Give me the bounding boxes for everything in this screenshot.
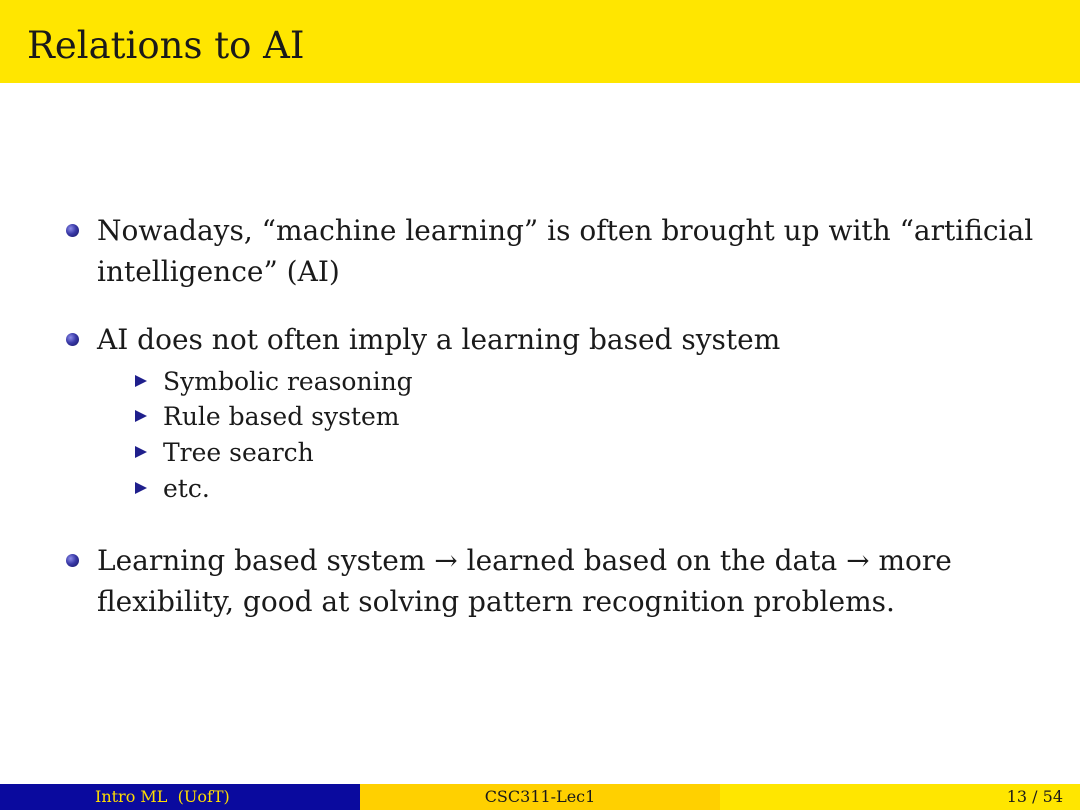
bullet-text: Nowadays, “machine learning” is often brought up with “artificial intelligence” (AI) <box>97 214 1034 288</box>
sub-item-text: Tree search <box>163 438 314 467</box>
bullet-icon <box>66 333 79 346</box>
bullet-item-3 <box>97 540 1057 622</box>
triangle-bullet-icon <box>135 410 147 422</box>
triangle-bullet-icon <box>135 375 147 387</box>
slide-title: Relations to AI <box>27 24 305 67</box>
footer-author-section <box>0 784 360 810</box>
sub-item-2 <box>163 399 399 435</box>
bullet-icon <box>66 224 79 237</box>
sub-item-text: Rule based system <box>163 402 400 431</box>
sub-item-text: etc. <box>163 474 210 503</box>
footer-course-section <box>360 784 720 810</box>
footer-course: CSC311-Lec1 <box>484 787 596 806</box>
sub-item-3 <box>163 435 314 471</box>
footer-author: Intro ML (UofT) <box>95 787 230 806</box>
footer-page-section <box>720 784 1080 810</box>
bullet-text: Learning based system → learned based on the data → more flexibility, good at solving pattern recognition problems. <box>97 544 952 618</box>
bullet-icon <box>66 554 79 567</box>
triangle-bullet-icon <box>135 446 147 458</box>
bullet-item-2 <box>97 319 1057 360</box>
sub-item-1 <box>163 364 413 400</box>
sub-item-text: Symbolic reasoning <box>163 367 413 396</box>
triangle-bullet-icon <box>135 482 147 494</box>
slide-footer <box>0 784 1080 810</box>
bullet-text: AI does not often imply a learning based system <box>97 323 781 356</box>
bullet-item-1 <box>97 210 1057 292</box>
sub-item-4 <box>163 471 210 507</box>
page-number: 13 / 54 <box>1006 787 1063 806</box>
